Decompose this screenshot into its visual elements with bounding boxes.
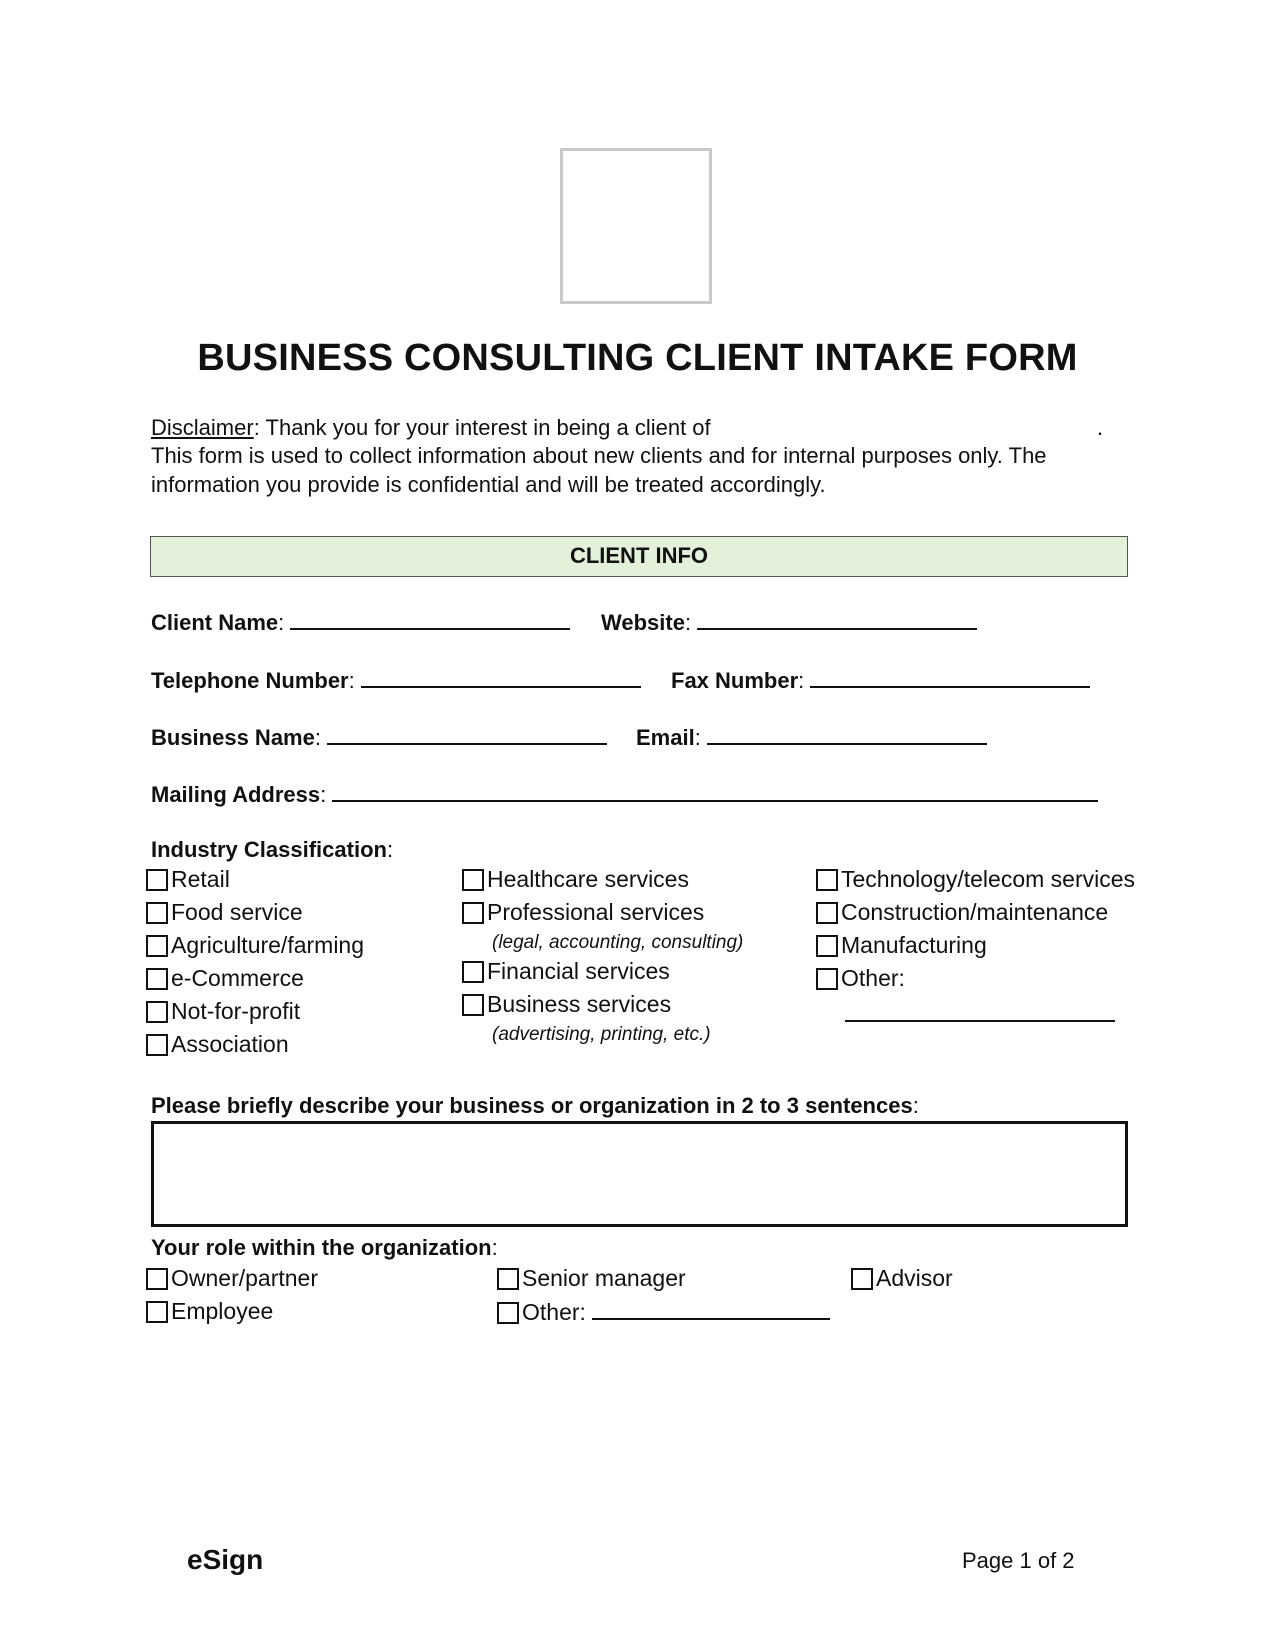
option-label: Other: [841,965,905,991]
option-label: Owner/partner [171,1265,319,1291]
role-option-owner[interactable] [146,1265,318,1292]
option-label: Retail [171,866,230,892]
disclaimer-line-3: information you provide is confidential and will be treated accordingly. [151,472,826,497]
role-label [151,1235,498,1261]
role-other-input-line[interactable] [592,1298,830,1320]
checkbox[interactable] [816,869,838,891]
checkbox[interactable] [497,1302,519,1324]
email-field[interactable] [636,723,987,751]
checkbox[interactable] [146,1301,168,1323]
option-label: Construction/maintenance [841,899,1109,925]
checkbox[interactable] [462,869,484,891]
colon: : [348,668,355,693]
option-label: Advisor [876,1265,953,1291]
telephone-field[interactable] [151,666,641,694]
industry-other-input-line[interactable] [845,1004,1115,1022]
email-input-line[interactable] [707,723,987,745]
industry-option-association[interactable] [146,1031,289,1058]
fax-label: Fax Number [671,668,799,693]
industry-option-business-services[interactable] [462,991,671,1018]
client-name-label: Client Name [151,610,279,635]
fax-field[interactable] [671,666,1090,694]
industry-option-manufacturing[interactable] [816,932,987,959]
checkbox[interactable] [851,1268,873,1290]
role-option-employee[interactable] [146,1298,273,1325]
checkbox[interactable] [462,961,484,983]
fax-input-line[interactable] [810,666,1090,688]
industry-classification-label [151,837,393,863]
disclaimer-period: . [1097,415,1104,440]
option-label: Senior manager [522,1265,686,1291]
business-name-field[interactable] [151,723,607,751]
client-info-header: CLIENT INFO [150,536,1128,577]
disclaimer-text-1: : Thank you for your interest in being a client of [253,415,711,440]
option-label: Food service [171,899,303,925]
checkbox[interactable] [146,869,168,891]
telephone-input-line[interactable] [361,666,641,688]
role-label-text: Your role within the organization [151,1235,492,1260]
colon: : [684,610,692,635]
checkbox[interactable] [146,1001,168,1023]
industry-label-text: Industry Classification [151,837,387,862]
industry-option-agriculture[interactable] [146,932,364,959]
business-name-label: Business Name [151,725,315,750]
business-services-note: (advertising, printing, etc.) [492,1024,711,1045]
option-label: e-Commerce [171,965,304,991]
industry-option-retail[interactable] [146,866,230,893]
checkbox[interactable] [146,1034,168,1056]
industry-option-healthcare[interactable] [462,866,689,893]
mailing-address-input-line[interactable] [332,780,1098,802]
checkbox[interactable] [816,968,838,990]
esign-logo: eSign [187,1544,264,1575]
describe-label-text: Please briefly describe your business or organization in 2 to 3 sentences [151,1093,913,1118]
option-label: Agriculture/farming [171,932,365,958]
logo-placeholder [560,148,712,304]
colon: : [694,725,701,750]
mailing-address-field[interactable] [151,780,1098,808]
client-name-field[interactable] [151,608,570,636]
checkbox[interactable] [146,935,168,957]
website-input-line[interactable] [697,608,977,630]
colon: : [314,725,321,750]
form-title: BUSINESS CONSULTING CLIENT INTAKE FORM [197,337,1078,379]
checkbox[interactable] [146,902,168,924]
option-label: Financial services [487,958,670,984]
industry-option-not-for-profit[interactable] [146,998,300,1025]
mailing-address-label: Mailing Address [151,782,321,807]
professional-services-note: (legal, accounting, consulting) [492,932,744,953]
option-label: Other: [522,1299,586,1325]
option-label: Business services [487,991,672,1017]
option-label: Not-for-profit [171,998,301,1024]
option-label: Professional services [487,899,705,925]
colon: : [798,668,805,693]
describe-business-label [151,1093,919,1119]
colon: : [491,1235,498,1260]
option-label: Association [171,1031,289,1057]
email-label: Email [636,725,695,750]
page-number: Page 1 of 2 [962,1548,1075,1573]
option-label: Healthcare services [487,866,689,892]
checkbox[interactable] [497,1268,519,1290]
industry-option-technology[interactable] [816,866,1135,893]
disclaimer-line-2: This form is used to collect information about new clients and for internal purposes only. The [151,443,1047,468]
role-option-advisor[interactable] [851,1265,953,1292]
business-name-input-line[interactable] [327,723,607,745]
option-label: Employee [171,1298,274,1324]
disclaimer-label: Disclaimer [151,415,254,440]
checkbox[interactable] [462,994,484,1016]
industry-option-ecommerce[interactable] [146,965,304,992]
industry-option-financial[interactable] [462,958,670,985]
colon: : [278,610,285,635]
checkbox[interactable] [146,968,168,990]
industry-option-construction[interactable] [816,899,1108,926]
website-field[interactable] [601,608,977,636]
colon: : [386,837,394,862]
industry-option-professional[interactable] [462,899,704,926]
option-label: Manufacturing [841,932,987,958]
checkbox[interactable] [816,935,838,957]
describe-business-textarea[interactable] [151,1121,1128,1227]
option-label: Technology/telecom services [841,866,1136,892]
website-label: Website [601,610,685,635]
colon: : [320,782,327,807]
checkbox[interactable] [462,902,484,924]
disclaimer-line-1 [151,413,711,442]
checkbox[interactable] [146,1268,168,1290]
industry-option-food-service[interactable] [146,899,303,926]
industry-option-other[interactable] [816,965,905,992]
client-name-input-line[interactable] [290,608,570,630]
role-option-other[interactable] [497,1298,830,1326]
colon: : [912,1093,919,1118]
telephone-label: Telephone Number [151,668,349,693]
checkbox[interactable] [816,902,838,924]
role-option-senior-manager[interactable] [497,1265,686,1292]
